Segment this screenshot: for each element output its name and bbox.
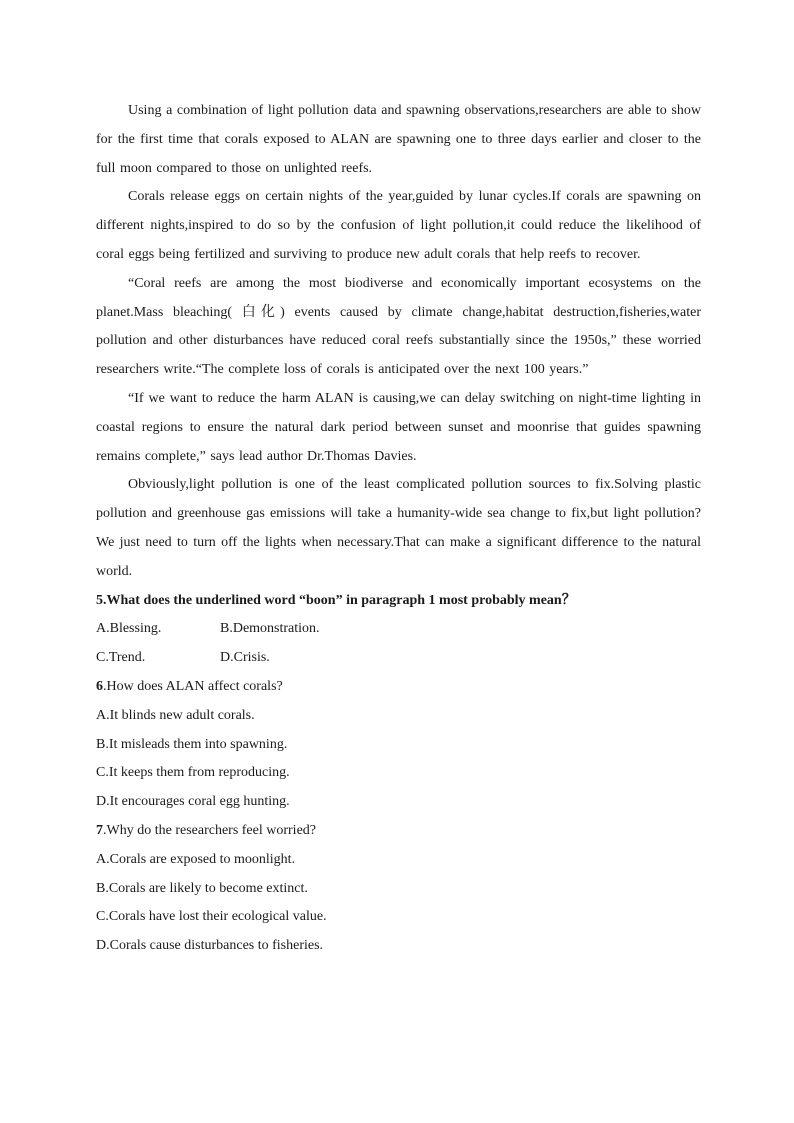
question-7 [96, 817, 701, 961]
question-5-text: .What does the underlined word “boon” in paragraph 1 most probably mean？ [103, 592, 576, 608]
passage-paragraph-5: Obviously,light pollution is one of the least complicated pollution sources to fix.Solving plastic pollution and greenhouse gas emissions will take a humanity-wide sea change to fix,but light pollution?We just need to turn off the lights when necessary.That can make a significant difference to the natural world. [96, 477, 701, 579]
question-5-option-a[interactable]: A.Blessing. [96, 621, 162, 637]
question-5-option-b[interactable]: B.Demonstration. [220, 621, 320, 637]
question-5-number: 5 [96, 592, 103, 608]
question-7-option-b[interactable]: B.Corals are likely to become extinct. [96, 880, 308, 896]
question-5 [96, 587, 701, 673]
question-5-option-c[interactable]: C.Trend. [96, 650, 146, 666]
question-7-option-a[interactable]: A.Corals are exposed to moonlight. [96, 851, 296, 867]
question-6 [96, 673, 701, 817]
question-7-option-d[interactable]: D.Corals cause disturbances to fisheries. [96, 938, 324, 954]
document-page [96, 97, 701, 961]
question-7-text: .Why do the researchers feel worried? [103, 822, 317, 838]
question-5-options-row-2 [96, 644, 701, 673]
question-7-stem [96, 817, 701, 846]
question-5-stem [96, 587, 701, 616]
question-6-stem [96, 673, 701, 702]
passage-paragraph-3: “Coral reefs are among the most biodiverse and economically important ecosystems on the planet.Mass bleaching( 白化) events caused by climate change,habitat destruction,fisheries,water pollution and other disturbances have reduced coral reefs substantially since the 1950s,” these worried researchers write.“The complete loss of corals is anticipated over the next 100 years.” [96, 275, 701, 378]
question-6-option-b[interactable]: B.It misleads them into spawning. [96, 736, 288, 752]
question-6-option-d[interactable]: D.It encourages coral egg hunting. [96, 794, 290, 810]
passage-paragraph-2: Corals release eggs on certain nights of the year,guided by lunar cycles.If corals are spawning on different nights,inspired to do so by the confusion of light pollution,it could reduce the likelihood of coral eggs being fertilized and surviving to produce new adult corals that help reefs to recover. [96, 189, 701, 262]
question-6-number: 6 [96, 678, 103, 694]
question-7-option-c[interactable]: C.Corals have lost their ecological value. [96, 909, 327, 925]
question-6-option-c[interactable]: C.It keeps them from reproducing. [96, 765, 290, 781]
passage-paragraph-4: “If we want to reduce the harm ALAN is causing,we can delay switching on night-time lighting in coastal regions to ensure the natural dark period between sunset and moonrise that guides spawning remains complete,” says lead author Dr.Thomas Davies. [96, 390, 701, 464]
question-5-option-d[interactable]: D.Crisis. [220, 650, 270, 666]
question-7-number: 7 [96, 822, 103, 838]
passage-paragraph-1: Using a combination of light pollution data and spawning observations,researchers are able to show for the first time that corals exposed to ALAN are spawning one to three days earlier and closer to the full moon compared to those on unlighted reefs. [96, 103, 701, 176]
question-6-text: .How does ALAN affect corals? [103, 678, 283, 694]
question-6-option-a[interactable]: A.It blinds new adult corals. [96, 707, 255, 723]
question-5-options-row-1 [96, 615, 701, 644]
